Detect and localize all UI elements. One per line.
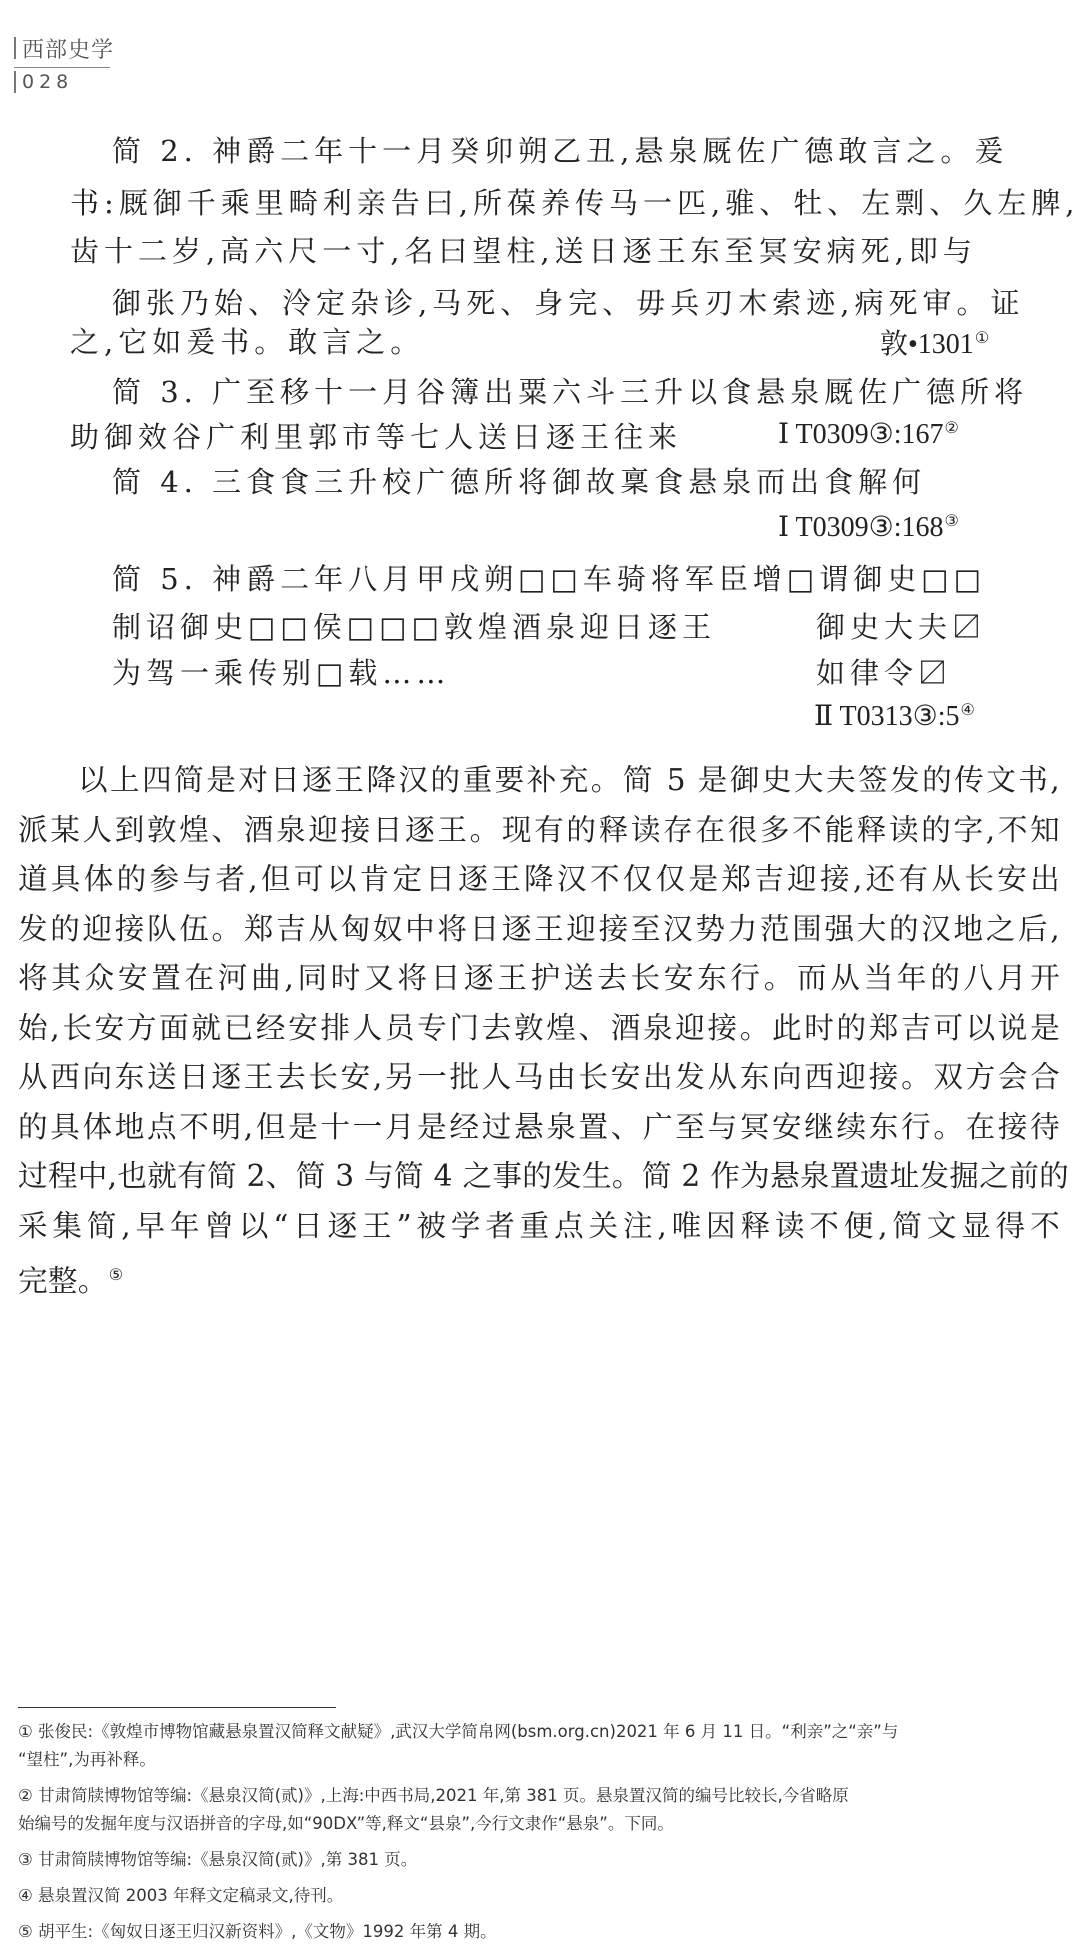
- footnote-2-line-2: 始编号的发掘年度与汉语拼音的字母,如“90DX”等,释文“县泉”,今行文隶作“悬泉”。下同。: [18, 1814, 674, 1833]
- page-number: 028: [22, 71, 74, 93]
- slip-2-reference: [880, 322, 989, 362]
- footnote-2-line-1: ② 甘肃简牍博物馆等编:《悬泉汉简(贰)》,上海:中西书局,2021 年,第 381 页。悬泉置汉简的编号比较长,今省略原: [18, 1786, 849, 1805]
- slip-3-line-1: 简 3. 广至移十一月谷簿出粟六斗三升以食悬泉厩佐广德所将: [112, 375, 1029, 409]
- journal-title: 西部史学: [22, 37, 115, 63]
- footnote-marker-1: ①: [974, 329, 990, 347]
- slip-5-line-3-right: 如律令〼: [816, 656, 953, 690]
- slip-3-line-2: 助御效谷广利里郭市等七人送日逐王往来: [70, 420, 683, 454]
- footnote-marker-4: ④: [960, 701, 975, 719]
- body-line-last: [18, 1251, 1060, 1306]
- footnote-1-line-1: ① 张俊民:《敦煌市博物馆藏悬泉置汉简释文献疑》,武汉大学简帛网(bsm.org.cn)2021 年 6 月 11 日。“利亲”之“亲”与: [18, 1722, 899, 1741]
- slip-5-line-2-right: 御史大夫〼: [816, 610, 987, 644]
- footnote-marker-3: ③: [944, 512, 959, 530]
- body-line: 派某人到敦煌、酒泉迎接日逐王。现有的释读存在很多不能释读的字,不知: [18, 812, 1060, 847]
- footnote-3: ③ 甘肃简牍博物馆等编:《悬泉汉简(贰)》,第 381 页。: [18, 1850, 418, 1869]
- slip-2-ref-text: 敦•1301: [880, 329, 974, 360]
- body-line: 过程中,也就有简 2、简 3 与简 4 之事的发生。简 2 作为悬泉置遗址发掘之前的: [18, 1159, 1069, 1193]
- slip-4-ref-text: Ⅰ T0309③:168: [778, 512, 944, 543]
- slip-4-reference: [778, 510, 959, 544]
- slip-3-reference: [778, 417, 959, 451]
- slip-2-line-4: 御张乃始、泠定杂诊,马死、身完、毋兵刃木索迹,病死审。证: [112, 286, 1025, 320]
- slip-5-line-3-left: 为驾一乘传别□载……: [112, 656, 451, 690]
- slip-5-ref-text: Ⅱ T0313③:5: [814, 701, 960, 732]
- slip-5-reference: [814, 699, 975, 733]
- footnote-marker-5: ⑤: [108, 1267, 124, 1284]
- slip-2-line-3: 齿十二岁,高六尺一寸,名曰望柱,送日逐王东至冥安病死,即与: [70, 234, 977, 268]
- body-line: 将其众安置在河曲,同时又将日逐王护送去长安东行。而从当年的八月开: [18, 961, 1060, 995]
- slip-2-line-2: 书:厩御千乘里畸利亲告曰,所葆养传马一匹,骓、牡、左剽、久左脾,: [70, 186, 1080, 220]
- footnote-5: ⑤ 胡平生:《匈奴日逐王归汉新资料》,《文物》1992 年第 4 期。: [18, 1922, 497, 1941]
- footnote-1-line-2: “望柱”,为再补释。: [18, 1750, 156, 1769]
- body-line: 从西向东送日逐王去长安,另一批人马由长安出发从东向西迎接。双方会合: [18, 1060, 1060, 1094]
- slip-2-line-5: 之,它如爰书。敢言之。: [70, 325, 425, 359]
- slip-2-line-1: 简 2. 神爵二年十一月癸卯朔乙丑,悬泉厩佐广德敢言之。爰: [112, 134, 1009, 168]
- body-line: 始,长安方面就已经安排人员专门去敦煌、酒泉迎接。此时的郑吉可以说是: [18, 1010, 1060, 1045]
- footnote-separator: [18, 1707, 336, 1708]
- footnotes: [18, 1718, 1064, 1946]
- slip-4-line-1: 简 4. 三食食三升校广德所将御故稟食悬泉而出食解何: [112, 465, 927, 499]
- body-line: 道具体的参与者,但可以肯定日逐王降汉不仅仅是郑吉迎接,还有从长安出: [18, 862, 1060, 896]
- header-bar: [14, 37, 16, 59]
- slip-5-line-1: 简 5. 神爵二年八月甲戌朔□□车骑将军臣增□谓御史□□: [112, 562, 987, 596]
- header-rule: [14, 67, 110, 68]
- footnote-4: ④ 悬泉置汉简 2003 年释文定稿录文,待刊。: [18, 1886, 344, 1905]
- body-line: 发的迎接队伍。郑吉从匈奴中将日逐王迎接至汉势力范围强大的汉地之后,: [18, 911, 1060, 946]
- header-bar-2: [14, 71, 16, 93]
- footnote-marker-2: ②: [944, 419, 959, 437]
- running-header: [14, 34, 114, 96]
- body-line-last-text: 完整。: [18, 1263, 108, 1298]
- body-paragraph: [18, 756, 1069, 1306]
- slip-3-ref-text: Ⅰ T0309③:167: [778, 419, 944, 450]
- body-line: 以上四简是对日逐王降汉的重要补充。简 5 是御史大夫签发的传文书,: [78, 763, 1060, 797]
- body-line: 的具体地点不明,但是十一月是经过悬泉置、广至与冥安继续东行。在接待: [18, 1109, 1060, 1144]
- body-line: 采集简,早年曾以“日逐王”被学者重点关注,唯因释读不便,简文显得不: [18, 1208, 1060, 1243]
- slip-5-line-2-left: 制诏御史□□侯□□□敦煌酒泉迎日逐王: [112, 610, 717, 644]
